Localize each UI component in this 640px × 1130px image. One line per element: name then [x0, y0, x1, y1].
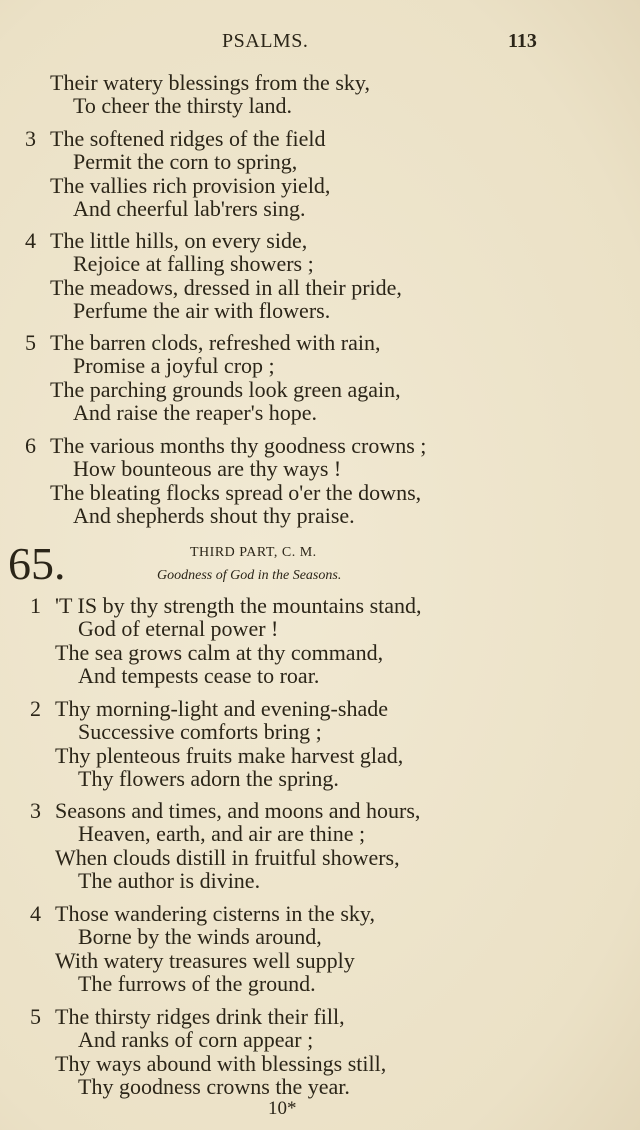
- verse-line: Rejoice at falling showers ;: [73, 251, 314, 277]
- verse-line: Permit the corn to spring,: [73, 149, 298, 175]
- verse-line: Thy goodness crowns the year.: [78, 1073, 350, 1099]
- page-number: 113: [508, 30, 537, 52]
- verse-line: The vallies rich provision yield,: [50, 172, 331, 198]
- verse-line: God of eternal power !: [78, 616, 279, 642]
- stanza-number: 1: [30, 593, 41, 618]
- verse-line: And shepherds shout thy praise.: [73, 502, 355, 528]
- verse-line: And cheerful lab'rers sing.: [73, 195, 306, 221]
- verse-line: Perfume the air with flowers.: [73, 297, 331, 323]
- psalm-subtitle: Goodness of God in the Seasons.: [157, 568, 342, 583]
- verse-line: The bleating flocks spread o'er the downs,: [50, 479, 422, 505]
- verse-line: When clouds distill in fruitful showers,: [55, 844, 400, 870]
- verse-line: Promise a joyful crop ;: [73, 353, 275, 379]
- verse-line: Those wandering cisterns in the sky,: [55, 901, 375, 926]
- verse-line: The parching grounds look green again,: [50, 376, 401, 402]
- verse-line: Thy flowers adorn the spring.: [78, 765, 339, 791]
- signature-mark: 10*: [268, 1098, 297, 1119]
- verse-line: Thy morning-light and evening-shade: [55, 696, 388, 721]
- psalm-part-heading: THIRD PART, C. M.: [190, 545, 317, 560]
- verse-line: And tempests cease to roar.: [78, 662, 320, 688]
- verse-line: Borne by the winds around,: [78, 924, 322, 950]
- verse-line: The sea grows calm at thy command,: [55, 639, 384, 665]
- stanza-number: 3: [25, 126, 36, 151]
- verse-line: Heaven, earth, and air are thine ;: [78, 821, 366, 847]
- verse-line: The thirsty ridges drink their fill,: [55, 1004, 345, 1029]
- stanza-number: 3: [30, 798, 41, 823]
- verse-line: The softened ridges of the field: [50, 126, 326, 151]
- verse-line: Thy plenteous fruits make harvest glad,: [55, 742, 404, 768]
- verse-line: How bounteous are thy ways !: [73, 456, 342, 482]
- verse-line: The meadows, dressed in all their pride,: [50, 274, 402, 300]
- stanza-number: 6: [25, 433, 36, 458]
- psalm-number: 65.: [8, 538, 66, 589]
- stanza-number: 5: [30, 1004, 41, 1029]
- verse-line: The various months thy goodness crowns ;: [50, 433, 427, 458]
- running-title: PSALMS.: [222, 30, 309, 52]
- stanza-number: 5: [25, 330, 36, 355]
- stanza-number: 2: [30, 696, 41, 721]
- verse-line: With watery treasures well supply: [55, 947, 355, 973]
- verse-line: To cheer the thirsty land.: [73, 93, 293, 119]
- verse-line: The little hills, on every side,: [50, 228, 308, 253]
- verse-line: The author is divine.: [78, 867, 261, 893]
- verse-line: And raise the reaper's hope.: [73, 399, 318, 425]
- verse-line: The furrows of the ground.: [78, 970, 316, 996]
- verse-line: The barren clods, refreshed with rain,: [50, 330, 381, 355]
- verse-line: Seasons and times, and moons and hours,: [55, 798, 421, 823]
- verse-line: Their watery blessings from the sky,: [50, 70, 370, 95]
- verse-line: Thy ways abound with blessings still,: [55, 1050, 387, 1076]
- verse-line: Successive comforts bring ;: [78, 719, 322, 745]
- stanza-number: 4: [30, 901, 41, 926]
- verse-line: 'T IS by thy strength the mountains stand,: [55, 593, 422, 618]
- stanza-number: 4: [25, 228, 36, 253]
- verse-line: And ranks of corn appear ;: [78, 1027, 314, 1053]
